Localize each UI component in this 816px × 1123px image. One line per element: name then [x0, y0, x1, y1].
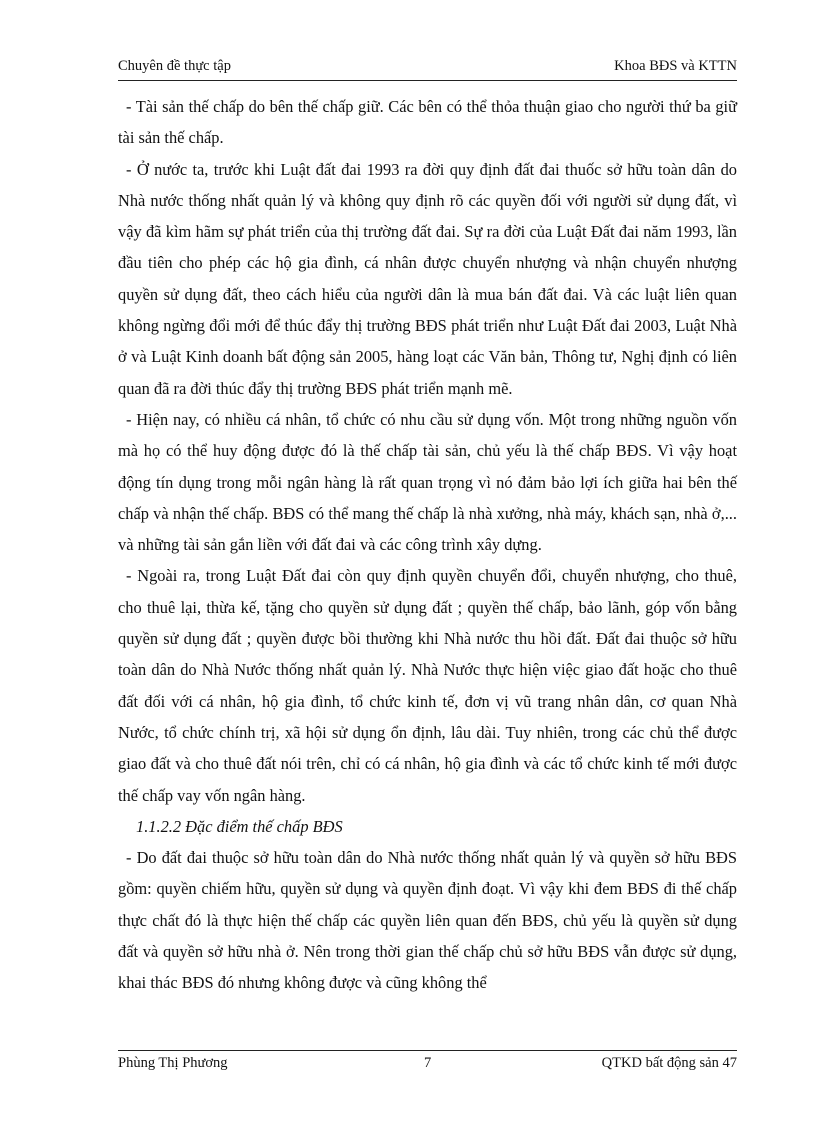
footer-divider [118, 1050, 737, 1051]
paragraph-mortgage-characteristics: - Do đất đai thuộc sở hữu toàn dân do Nhà nước thống nhất quản lý và quyền sở hữu BĐS gồm: quyền chiếm hữu, quyền sử dụng và quyền định đoạt. Vì vậy khi đem BĐS đi thế chấp thực chất đó là thực hiện thế chấp các quyền liên quan đến BĐS, chủ yếu là quyền sử dụng đất và quyền sở hữu nhà ở. Nên trong thời gian thế chấp chủ sở hữu BĐS vẫn được sử dụng, khai thác BĐS đó nhưng không được và cũng không thể [118, 848, 737, 993]
header-divider [118, 80, 737, 81]
paragraph-land-rights: - Ngoài ra, trong Luật Đất đai còn quy định quyền chuyển đổi, chuyển nhượng, cho thuê, cho thuê lại, thừa kế, tặng cho quyền sử dụng đất ; quyền thế chấp, bảo lãnh, góp vốn bằng quyền sử dụng đất ; quyền được bồi thường khi Nhà nước thu hồi đất. Đất đai thuộc sở hữu toàn dân do Nhà Nước thống nhất quản lý. Nhà Nước thực hiện việc giao đất hoặc cho thuê đất đối với cá nhân, hộ gia đình, tổ chức kinh tế, đơn vị vũ trang nhân dân, cơ quan Nhà Nước, tổ chức chính trị, xã hội sử dụng ổn định, lâu dài. Tuy nhiên, trong các chủ thể được giao đất và cho thuê đất nói trên, chỉ có cá nhân, hộ gia đình và các tổ chức kinh tế mới được thế chấp vay vốn ngân hàng. [118, 566, 737, 805]
document-body [118, 91, 737, 999]
footer-class: QTKD bất động sản 47 [601, 1055, 737, 1071]
page-number: 7 [424, 1055, 432, 1071]
section-heading: 1.1.2.2 Đặc điểm thế chấp BĐS [136, 816, 343, 836]
paragraph-land-law-history: - Ở nước ta, trước khi Luật đất đai 1993 ra đời quy định đất đai thuốc sở hữu toàn dân do Nhà nước thống nhất quản lý và không quy định rõ các quyền đối với người sử dụng đất, vì vậy đã kìm hãm sự phát triển của thị trường đất đai. Sự ra đời của Luật Đất đai năm 1993, lần đầu tiên cho phép các hộ gia đình, cá nhân được chuyển nhượng và nhận chuyển nhượng quyền sử dụng đất, theo cách hiểu của người dân là mua bán đất đai. Và các luật liên quan không ngừng đổi mới để thúc đẩy thị trường BĐS phát triển như Luật Đất đai 2003, Luật Nhà ở và Luật Kinh doanh bất động sản 2005, hàng loạt các Văn bản, Thông tư, Nghị định có liên quan đã ra đời thúc đẩy thị trường BĐS phát triển mạnh mẽ. [118, 159, 737, 398]
paragraph-collateral-holder: - Tài sản thế chấp do bên thế chấp giữ. Các bên có thể thỏa thuận giao cho người thứ ba giữ tài sản thế chấp. [118, 97, 737, 148]
page-header [118, 56, 737, 78]
page-footer [118, 1055, 737, 1077]
paragraph-capital-demand: - Hiện nay, có nhiều cá nhân, tổ chức có nhu cầu sử dụng vốn. Một trong những nguồn vốn mà họ có thể huy động được đó là thế chấp tài sản, chủ yếu là thế chấp BĐS. Vì vậy hoạt động tín dụng trong mỗi ngân hàng là rất quan trọng vì nó đảm bảo lợi ích giữa hai bên thế chấp và nhận thế chấp. BĐS có thể mang thế chấp là nhà xưởng, nhà máy, khách sạn, nhà ở,... và những tài sản gắn liền với đất đai và các công trình xây dựng. [118, 409, 737, 555]
header-doc-title: Chuyên đề thực tập [118, 58, 231, 74]
footer-author: Phùng Thị Phương [118, 1055, 228, 1071]
header-faculty: Khoa BĐS và KTTN [614, 58, 737, 74]
